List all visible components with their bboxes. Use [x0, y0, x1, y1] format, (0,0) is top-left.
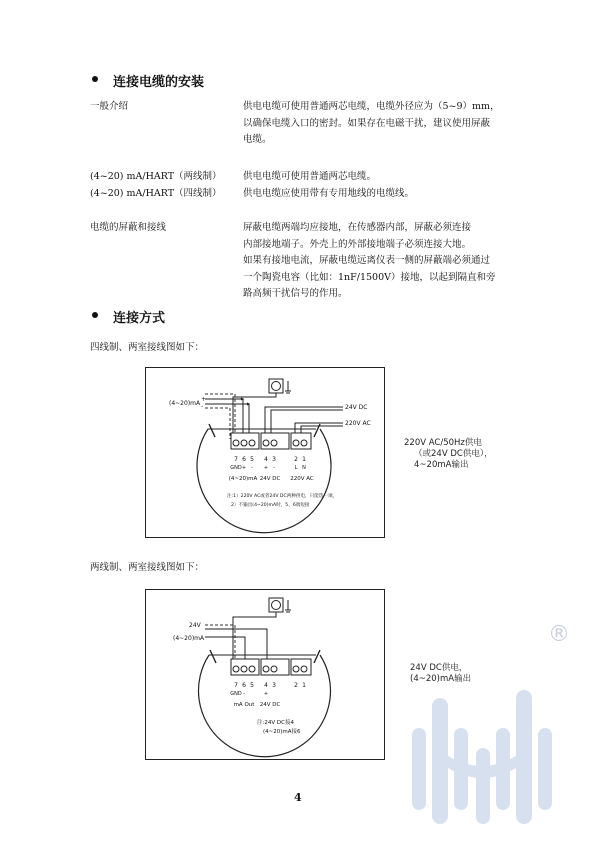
- group-label: mA Out: [233, 702, 255, 708]
- diagram-note: 注:24V DC接4: [257, 720, 294, 726]
- terminal-number: 7: [234, 682, 238, 689]
- input-ma-label: (4~20)mA: [169, 400, 201, 407]
- general-line: 电缆。: [243, 134, 272, 145]
- section-title-method: 连接方式: [113, 311, 166, 326]
- terminal-number: 5: [250, 456, 254, 463]
- input-plus: +: [201, 396, 207, 403]
- terminal-number: 6: [242, 456, 246, 463]
- general-line: 以确保电缆入口的密封。如果存在电磁干扰，建议使用屏蔽: [243, 117, 491, 129]
- terminal-sign: -: [273, 465, 275, 471]
- twowire-label: (4~20) mA/HART（两线制）: [90, 171, 222, 182]
- terminal-sign: L: [294, 465, 298, 471]
- terminal-sign: GND: [230, 465, 242, 471]
- terminal-number: 2: [294, 456, 298, 463]
- twowire-text: 供电电缆可使用普通两芯电缆。: [243, 171, 377, 182]
- terminal-number: 5: [250, 682, 254, 689]
- terminal-number: 6: [242, 682, 246, 689]
- terminal-sign: GND: [230, 691, 242, 697]
- side-note-line: 24V DC供电，: [410, 663, 468, 673]
- section-bullet: [92, 312, 98, 318]
- group-label: 24V DC: [259, 476, 281, 482]
- ac-wire-label: 220V AC: [345, 420, 371, 427]
- side-note-line: （或24V DC供电），: [414, 449, 493, 459]
- terminal-sign: -: [251, 465, 253, 471]
- terminal-number: 1: [302, 456, 306, 463]
- section-bullet: [92, 76, 98, 82]
- side-note-line: 220V AC/50Hz供电: [404, 438, 482, 448]
- terminal-sign: N: [302, 465, 306, 471]
- terminal-number: 3: [272, 456, 276, 463]
- fourwire-label: (4~20) mA/HART（四线制）: [90, 188, 222, 199]
- diagram-note: 2）不输出(4~20)mA时，5、6端短接: [231, 503, 310, 508]
- terminal-number: 3: [272, 682, 276, 689]
- two-wire-diagram: [145, 589, 385, 760]
- side-note-line: (4~20)mA输出: [410, 674, 472, 684]
- diagram1-side-note: [404, 438, 493, 471]
- diagram-note: (4~20)mA接6: [263, 729, 301, 735]
- general-line: 供电电缆可使用普通两芯电缆，电缆外径应为（5~9）mm，: [243, 101, 500, 112]
- group-label: (4~20)mA: [228, 476, 258, 482]
- watermark-logo: [392, 636, 562, 836]
- terminal-sign: +: [263, 691, 269, 697]
- shield-line: 屏蔽电缆两端均应接地，在传感器内部，屏蔽必须连接: [243, 222, 472, 233]
- shield-line: 路高频干扰信号的作用。: [243, 288, 348, 299]
- output-ma-label: (4~20)mA: [173, 635, 205, 642]
- shield-label: 电缆的屏蔽和接线: [90, 222, 167, 233]
- diagram-note: 注:1）220V AC或者24V DC两种供电，只能选一项。: [227, 494, 338, 499]
- shield-line: 如果有接地电流，屏蔽电缆远离仪表一侧的屏蔽端必须通过: [243, 255, 491, 266]
- group-label: 24V DC: [259, 702, 281, 708]
- diagram2-caption: 两线制、两室接线图如下：: [90, 562, 205, 573]
- terminal-number: 2: [294, 682, 298, 689]
- shield-paragraph: [243, 220, 496, 303]
- shield-line: 内部接地端子。外壳上的外部接地端子必须连接大地。: [243, 238, 472, 250]
- supply-24v-label: 24V: [189, 622, 201, 629]
- general-label: 一般介绍: [90, 101, 129, 112]
- input-minus: -: [201, 403, 204, 410]
- shield-line: 一个陶瓷电容（比如：1nF/1500V）接地，以起到隔直和旁: [243, 271, 496, 283]
- four-wire-diagram: [145, 367, 385, 538]
- dc-wire-label: 24V DC: [345, 404, 368, 411]
- terminal-number: 4: [264, 456, 268, 463]
- diagram1-caption: 四线制、两室接线图如下：: [90, 342, 205, 353]
- section-title-install: 连接电缆的安装: [113, 75, 205, 90]
- terminal-sign: +: [241, 465, 247, 471]
- terminal-number: 1: [302, 682, 306, 689]
- general-paragraph: [243, 99, 500, 149]
- side-note-line: 4~20mA输出: [414, 460, 469, 470]
- fourwire-text: 供电电缆应使用带有专用地线的电缆线。: [243, 188, 415, 199]
- terminal-sign: +: [263, 465, 269, 471]
- registered-mark: ®: [548, 622, 570, 647]
- group-label: 220V AC: [290, 476, 314, 482]
- terminal-sign: -: [243, 691, 245, 697]
- page-number: 4: [294, 791, 302, 804]
- terminal-number: 4: [264, 682, 268, 689]
- terminal-number: 7: [234, 456, 238, 463]
